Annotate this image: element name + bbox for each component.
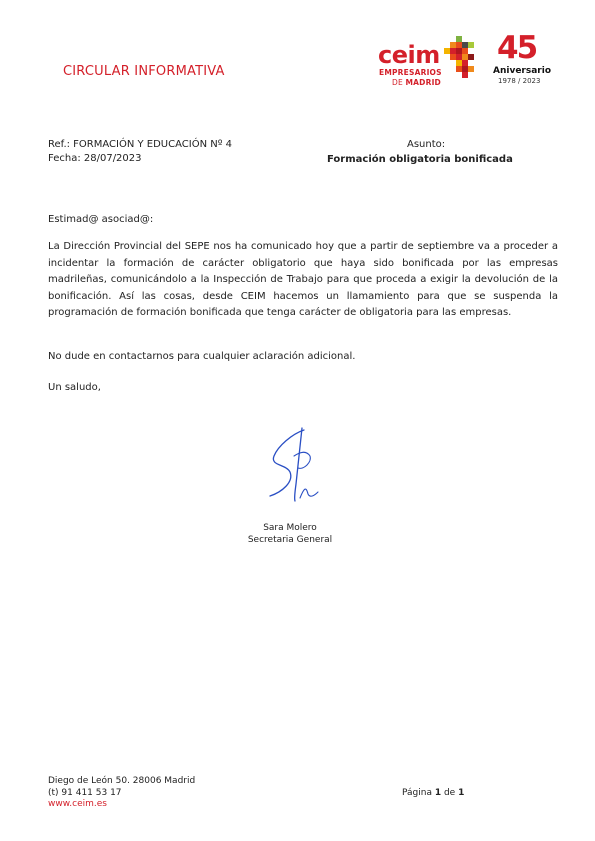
footer-website-link[interactable]: www.ceim.es xyxy=(48,799,107,809)
anniversary-logo xyxy=(492,30,554,88)
ceim-logo-word: ceim xyxy=(378,41,440,69)
signer-name: Sara Molero xyxy=(263,523,317,533)
ceim-logo xyxy=(378,34,486,90)
ceim-logo-line1: EMPRESARIOS xyxy=(379,68,442,77)
circular-title: CIRCULAR INFORMATIVA xyxy=(63,64,225,79)
anniversary-years: 1978 / 2023 xyxy=(498,77,541,85)
page-number: Página 1 de 1 xyxy=(402,788,465,798)
ceim-logo-line2: DE MADRID xyxy=(392,78,441,87)
signer-block xyxy=(240,522,340,546)
subject-label: Asunto: xyxy=(407,139,446,150)
footer-address: Diego de León 50. 28006 Madrid xyxy=(48,776,196,786)
signature-image xyxy=(264,426,324,502)
subject-value: Formación obligatoria bonificada xyxy=(327,154,513,165)
contact-line: No dude en contactarnos para cualquier aclaración adicional. xyxy=(48,351,356,362)
footer-contact xyxy=(48,776,195,811)
greeting: Estimad@ asociad@: xyxy=(48,214,154,225)
reference-line: Ref.: FORMACIÓN Y EDUCACIÓN Nº 4 xyxy=(48,139,232,150)
main-paragraph: La Dirección Provincial del SEPE nos ha comunicado hoy que a partir de septiembre va a proceder a incidentar la formación de carácter obligatorio que haya sido bonificada por las empresas madrileñas, comunicándolo a la Inspección de Trabajo para que proceda a exigir la devolución de la bonificación. Así las cosas, desde CEIM hacemos un llamamiento para que se suspenda la programación de formación bonificada que tenga carácter de obligatoria para las empresas. xyxy=(48,241,558,318)
anniversary-label: Aniversario xyxy=(493,66,552,76)
footer-phone: (t) 91 411 53 17 xyxy=(48,787,122,798)
signer-role: Secretaria General xyxy=(247,535,333,545)
date-line: Fecha: 28/07/2023 xyxy=(48,153,142,164)
reference-block xyxy=(48,138,232,166)
closing-line: Un saludo, xyxy=(48,382,101,393)
anniversary-number: 45 xyxy=(497,30,537,66)
